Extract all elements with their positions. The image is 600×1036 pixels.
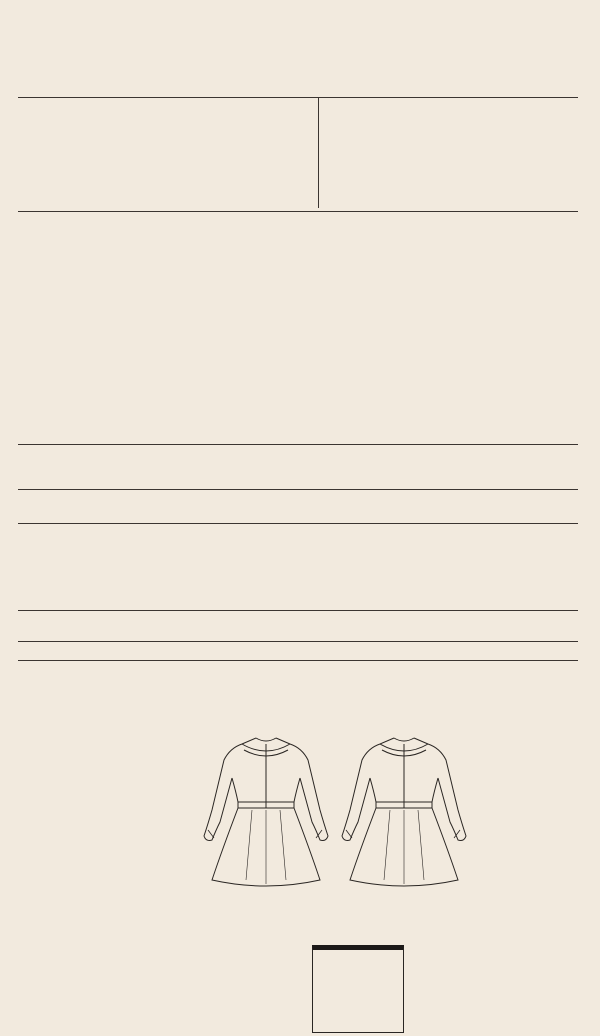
divider [18,211,578,212]
divider [18,444,578,445]
body-measurements-box [18,97,319,208]
divider [18,660,578,661]
divider [18,641,578,642]
divider [18,489,578,490]
dress-a-illustration [200,730,332,892]
knits-badge [312,945,404,1033]
divider [18,610,578,611]
divider [18,523,578,524]
dress-b-illustration [338,730,470,892]
divider [18,97,578,98]
